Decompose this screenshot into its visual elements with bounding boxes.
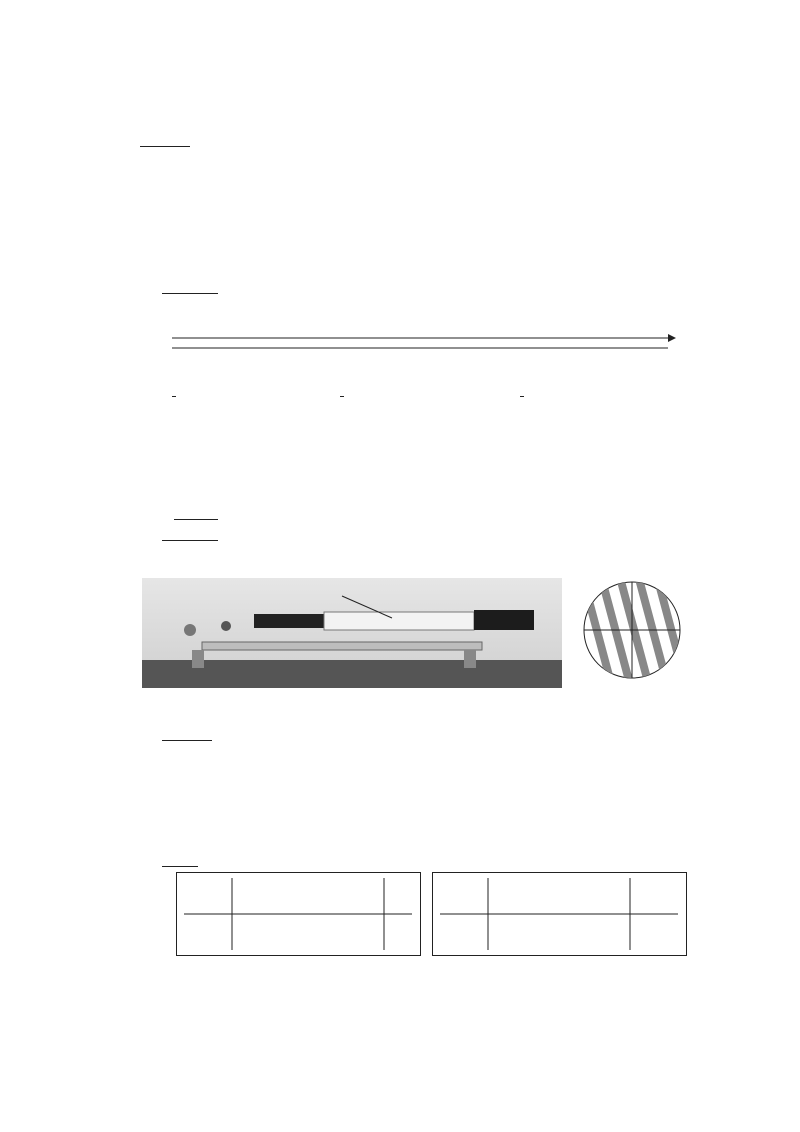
q4-line5 — [174, 508, 218, 526]
fringe-comparison-figure — [176, 872, 688, 956]
q16-1-line2 — [162, 729, 212, 747]
paper-tape-figure — [160, 296, 690, 374]
apparatus-photo — [142, 578, 562, 688]
q3-option-a — [172, 388, 176, 406]
answer-blank — [140, 146, 190, 147]
answer-blank — [162, 866, 198, 867]
answer-blank — [162, 540, 218, 541]
answer-blank — [162, 293, 218, 294]
q16-2-line2 — [162, 855, 198, 873]
q3-option-b — [340, 388, 344, 406]
q4-line6 — [162, 529, 218, 547]
q3-option-c — [520, 388, 524, 406]
q2-stem — [140, 135, 190, 153]
tilted-fringes-figure — [580, 578, 684, 682]
answer-blank — [174, 519, 218, 520]
answer-blank — [162, 740, 212, 741]
